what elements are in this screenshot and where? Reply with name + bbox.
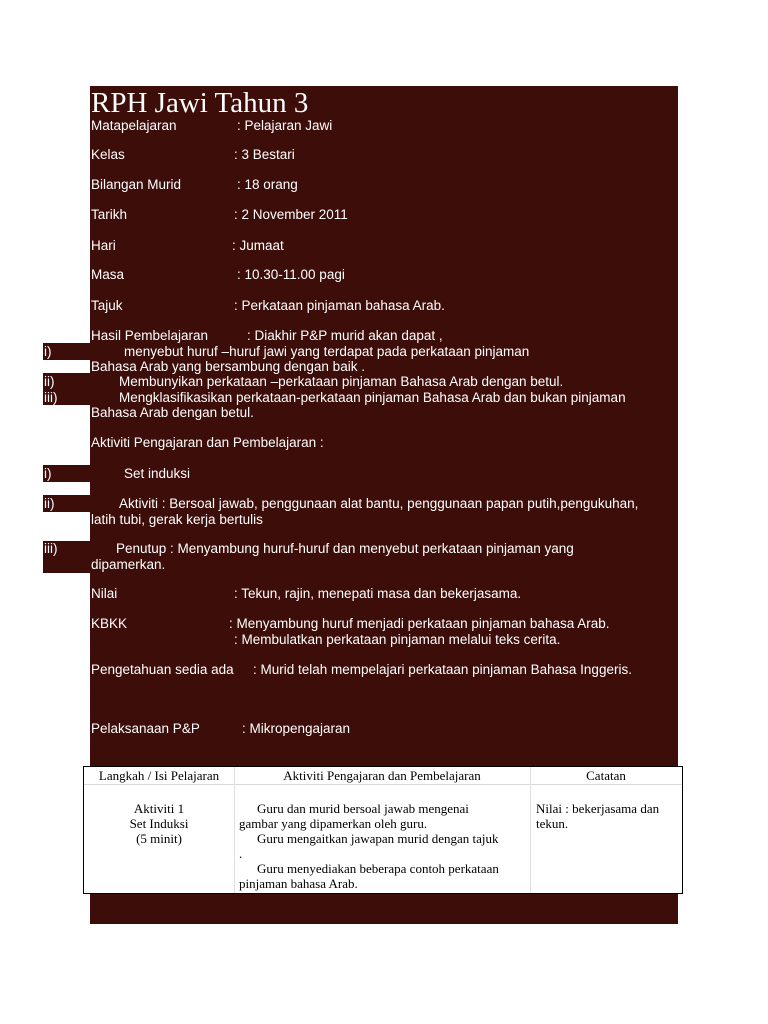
- activity-text: Set induksi: [124, 466, 191, 481]
- aktiviti-heading: Aktiviti Pengajaran dan Pembelajaran :: [91, 435, 324, 450]
- activity-line: Guru dan murid bersoal jawab mengenai: [257, 801, 469, 816]
- nilai-label: Nilai: [91, 586, 118, 601]
- objective-text: menyebut huruf –huruf jawi yang terdapat pada perkataan pinjaman: [124, 344, 530, 359]
- activity-text: Aktiviti : Bersoal jawab, penggunaan alat bantu, penggunaan papan putih,pengukuhan,: [119, 496, 639, 511]
- activity-number: ii): [44, 496, 55, 511]
- activity-line: .: [239, 846, 243, 861]
- table-header-langkah: Langkah / Isi Pelajaran: [98, 768, 220, 783]
- bilangan-value: : 18 orang: [237, 177, 298, 192]
- objective-number: iii): [44, 390, 58, 405]
- hasil-value: : Diakhir P&P murid akan dapat ,: [247, 328, 443, 343]
- objective-text-cont: Bahasa Arab dengan betul.: [91, 405, 254, 420]
- activity-line: Guru menyediakan beberapa contoh perkataan: [257, 861, 499, 876]
- tarikh-value: : 2 November 2011: [234, 207, 348, 222]
- hasil-label: Hasil Pembelajaran: [91, 328, 209, 343]
- kbkk-value-2: : Membulatkan perkataan pinjaman melalui teks cerita.: [234, 632, 561, 647]
- tajuk-label: Tajuk: [91, 298, 123, 313]
- pengetahuan-label: Pengetahuan sedia ada: [91, 662, 234, 677]
- activity-line: gambar yang dipamerkan oleh guru.: [239, 816, 428, 831]
- activity-number: iii): [44, 541, 58, 556]
- kelas-value: : 3 Bestari: [234, 147, 295, 162]
- matapelajaran-value: : Pelajaran Jawi: [237, 118, 333, 133]
- objective-number: i): [44, 344, 52, 359]
- step-line: (5 minit): [136, 831, 182, 846]
- kbkk-value: : Menyambung huruf menjadi perkataan pinjaman bahasa Arab.: [229, 616, 610, 631]
- pengetahuan-value: : Murid telah mempelajari perkataan pinjaman Bahasa Inggeris.: [253, 662, 632, 677]
- page-title: RPH Jawi Tahun 3: [91, 87, 309, 119]
- tajuk-value: : Perkataan pinjaman bahasa Arab.: [234, 298, 445, 313]
- lesson-table: [83, 766, 683, 894]
- column-divider: [530, 767, 531, 893]
- masa-label: Masa: [91, 267, 125, 282]
- note-line: tekun.: [536, 816, 569, 831]
- hari-label: Hari: [91, 238, 116, 253]
- pelaksanaan-label: Pelaksanaan P&P: [91, 721, 200, 736]
- activity-text-cont: latih tubi, gerak kerja bertulis: [91, 512, 263, 527]
- table-cell-activity: [239, 801, 529, 891]
- table-header-divider: [84, 784, 682, 785]
- table-header-catatan: Catatan: [586, 768, 626, 783]
- activity-line: pinjaman bahasa Arab.: [239, 876, 358, 891]
- masa-value: : 10.30-11.00 pagi: [237, 267, 345, 282]
- note-line: Nilai : bekerjasama dan: [536, 801, 660, 816]
- step-line: Aktiviti 1: [133, 801, 185, 816]
- matapelajaran-label: Matapelajaran: [91, 118, 177, 133]
- activity-line: Guru mengaitkan jawapan murid dengan tajuk: [257, 831, 499, 846]
- objective-number: ii): [44, 374, 55, 389]
- column-divider: [234, 767, 235, 893]
- nilai-value: : Tekun, rajin, menepati masa dan bekerjasama.: [234, 586, 522, 601]
- objective-text-cont: Bahasa Arab yang bersambung dengan baik .: [91, 359, 365, 374]
- activity-text-cont: dipamerkan.: [91, 557, 166, 572]
- table-cell-step: [84, 801, 234, 846]
- activity-number: i): [44, 466, 52, 481]
- bilangan-label: Bilangan Murid: [91, 177, 182, 192]
- step-line: Set Induksi: [129, 816, 189, 831]
- table-cell-note: [536, 801, 682, 831]
- pelaksanaan-value: : Mikropengajaran: [242, 721, 351, 736]
- tarikh-label: Tarikh: [91, 207, 128, 222]
- objective-text: Mengklasifikasikan perkataan-perkataan pinjaman Bahasa Arab dan bukan pinjaman: [119, 390, 626, 405]
- activity-text: Penutup : Menyambung huruf-huruf dan menyebut perkataan pinjaman yang: [116, 541, 574, 556]
- kbkk-label: KBKK: [91, 616, 128, 631]
- kelas-label: Kelas: [91, 147, 125, 162]
- objective-text: Membunyikan perkataan –perkataan pinjaman Bahasa Arab dengan betul.: [119, 374, 564, 389]
- hari-value: : Jumaat: [232, 238, 284, 253]
- table-header-aktiviti: Aktiviti Pengajaran dan Pembelajaran: [283, 768, 481, 783]
